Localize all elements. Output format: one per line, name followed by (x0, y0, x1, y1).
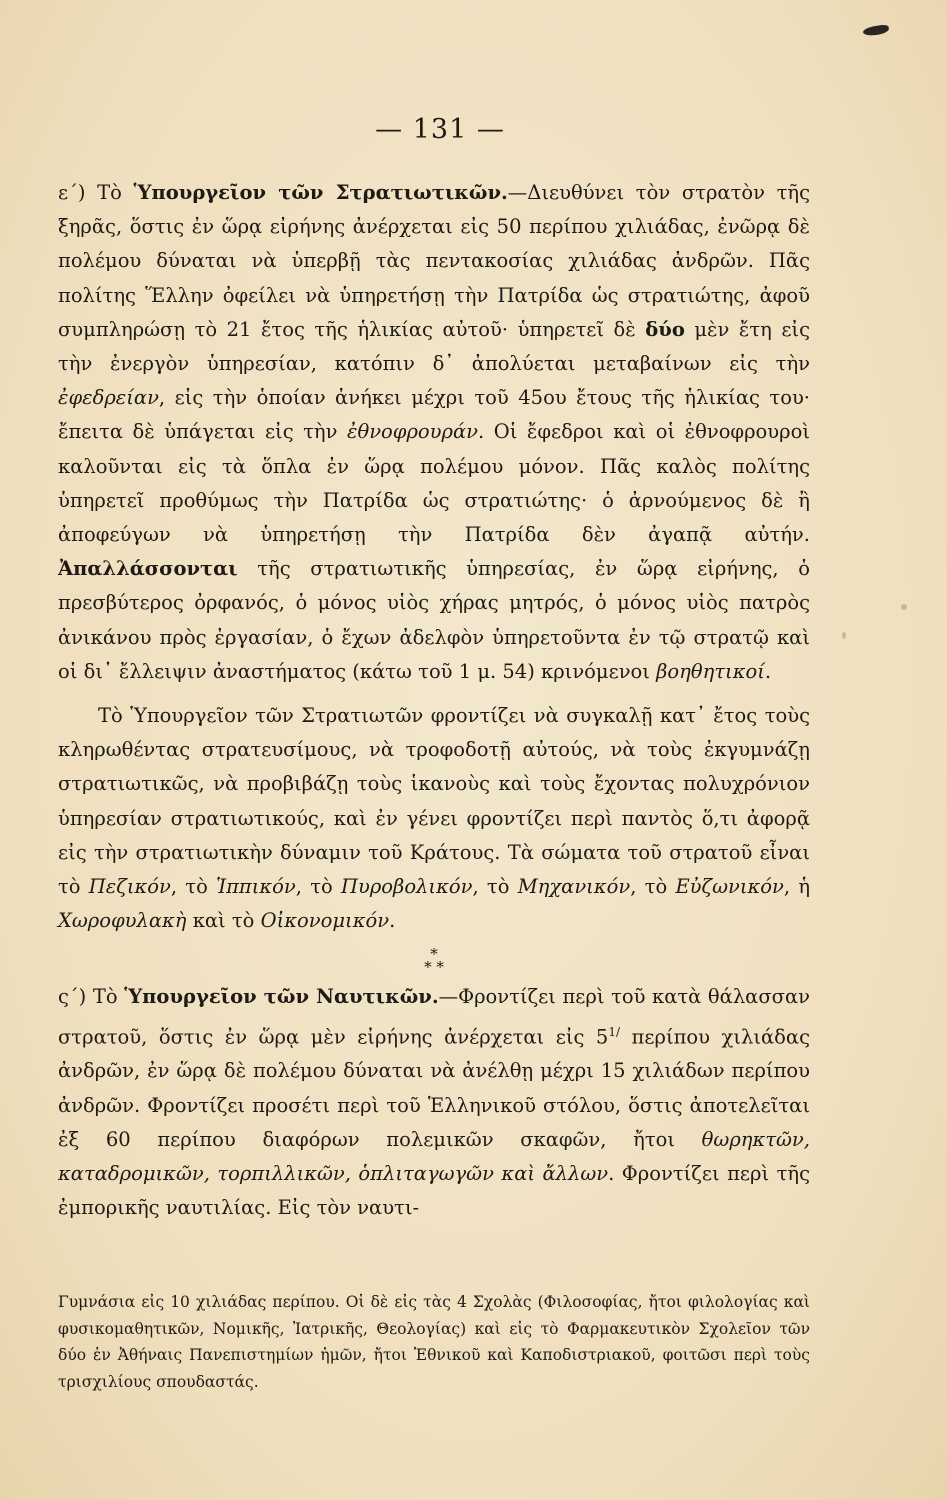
footnote: Γυμνάσια εἰς 10 χιλιάδας περίπου. Οἱ δὲ εἰς τὰς 4 Σχολὰς (Φιλοσοφίας, ἤτοι φιλολογίας καὶ φυσικομαθητικῶν, Νομικῆς, Ἰατρικῆς, Θεολογίας) καὶ εἰς τὸ Φαρμακευτικὸν Σχολεῖον τῶν δύο ἐν Ἀθήναις Πανεπιστημίων ἡμῶν, ἤτοι Ἐθνικοῦ καὶ Καποδιστριακοῦ, φοιτῶσι περὶ τοὺς τρισχιλίους σπουδαστάς. (58, 1293, 810, 1391)
page-number: — 131 — (375, 114, 505, 145)
paper-spot (901, 604, 907, 610)
section-title: Ὑπουργεῖον τῶν Ναυτικῶν. (124, 985, 439, 1009)
section-separator: * * * (424, 945, 444, 977)
paper-spot (842, 632, 846, 639)
section-e-paragraph: ε΄) Τὸ Ὑπουργεῖον τῶν Στρατιωτικῶν.—Διευθύνει τὸν στρατὸν τῆς ξηρᾶς, ὅστις ἐν ὥρᾳ εἰρήνης ἀνέρχεται εἰς 50 περίπου χιλιάδας, ἐνῶρᾳ δὲ πολέμου δύναται νὰ ὑπερβῇ τὰς πεντακοσίας χιλιάδας ἀνδρῶν. Πᾶς πολίτης Ἕλλην ὀφείλει νὰ ὑπηρετήσῃ τὴν Πατρίδα ὡς στρατιώτης, ἀφοῦ συμπληρώσῃ τὸ 21 ἔτος τῆς ἡλικίας αὐτοῦ· ὑπηρετεῖ δὲ δύο μὲν ἔτη εἰς τὴν ἐνεργὸν ὑπηρεσίαν, κατόπιν δ᾽ ἀπολύεται μεταβαίνων εἰς τὴν ἐφεδρείαν, εἰς τὴν ὁποίαν ἀνήκει μέχρι τοῦ 45ου ἔτους τῆς ἡλικίας του· ἔπειτα δὲ ὑπάγεται εἰς τὴν ἐθνοφρουράν. Οἱ ἔφεδροι καὶ οἱ ἐθνοφρουροὶ καλοῦνται εἰς τὰ ὅπλα ἐν ὥρᾳ πολέμου μόνον. Πᾶς καλὸς πολίτης ὑπηρετεῖ προθύμως τὴν Πατρίδα ὡς στρατιώτης· ὁ ἀρνούμενος δὲ ἢ ἀποφεύγων νὰ ὑπηρετήσῃ τὴν Πατρίδα δὲν ἀγαπᾷ αὐτήν. Ἀπαλλάσσονται τῆς στρατιωτικῆς ὑπηρεσίας, ἐν ὥρᾳ εἰρήνης, ὁ πρεσβύτερος ὀρφανός, ὁ μόνος υἱὸς χήρας μητρός, ὁ μόνος υἱὸς πατρὸς ἀνικάνου πρὸς ἐργασίαν, ὁ ἔχων ἀδελφὸν ὑπηρετοῦντα ἐν τῷ στρατῷ καὶ οἱ δι᾽ ἔλλειψιν ἀναστήματος (κάτω τοῦ 1 μ. 54) κρινόμενοι βοηθητικοί. (58, 181, 811, 683)
ink-smudge (862, 24, 889, 37)
section-st-paragraph: ς΄) Τὸ Ὑπουργεῖον τῶν Ναυτικῶν.—Φροντίζει περὶ τοῦ κατὰ θάλασσαν στρατοῦ, ὅστις ἐν ὥρᾳ μὲν εἰρήνης ἀνέρχεται εἰς $5^{1/}$ περίπου χιλιάδας ἀνδρῶν, ἐν ὥρᾳ δὲ πολέμου δύναται νὰ ἀνέλθῃ μέχρι 15 χιλιάδων περίπου ἀνδρῶν. Φροντίζει προσέτι περὶ τοῦ Ἑλληνικοῦ στόλου, ὅστις ἀποτελεῖται ἐξ 60 περίπου διαφόρων πολεμικῶν σκαφῶν, ἤτοι θωρηκτῶν, καταδρομικῶν, τορπιλλικῶν, ὁπλιταγωγῶν καὶ ἄλλων. Φροντίζει περὶ τῆς ἐμπορικῆς ναυτιλίας. Εἰς τὸν ναυτι- (58, 985, 810, 1220)
army-ministry-paragraph: Τὸ Ὑπουργεῖον τῶν Στρατιωτῶν φροντίζει νὰ συγκαλῇ κατ᾽ ἔτος τοὺς κληρωθέντας στρατευσίμους, νὰ τροφοδοτῇ αὐτούς, νὰ τοὺς ἐκγυμνάζῃ στρατιωτικῶς, νὰ προβιβάζῃ τοὺς ἱκανοὺς καὶ τοὺς ἔχοντας πολυχρόνιον ὑπηρεσίαν στρατιωτικούς, καὶ ἐν γένει φροντίζει περὶ παντὸς ὅ,τι ἀφορᾷ εἰς τὴν στρατιωτικὴν δύναμιν τοῦ Κράτους. Τὰ σώματα τοῦ στρατοῦ εἶναι τὸ Πεζικόν, τὸ Ἱππικόν, τὸ Πυροβολικόν, τὸ Μηχανικόν, τὸ Εὐζωνικόν, ἡ Χωροφυλακὴ καὶ τὸ Οἰκονομικόν. (58, 704, 811, 933)
main-text (58, 176, 810, 1225)
section-title: Ὑπουργεῖον τῶν Στρατιωτικῶν. (133, 181, 508, 204)
